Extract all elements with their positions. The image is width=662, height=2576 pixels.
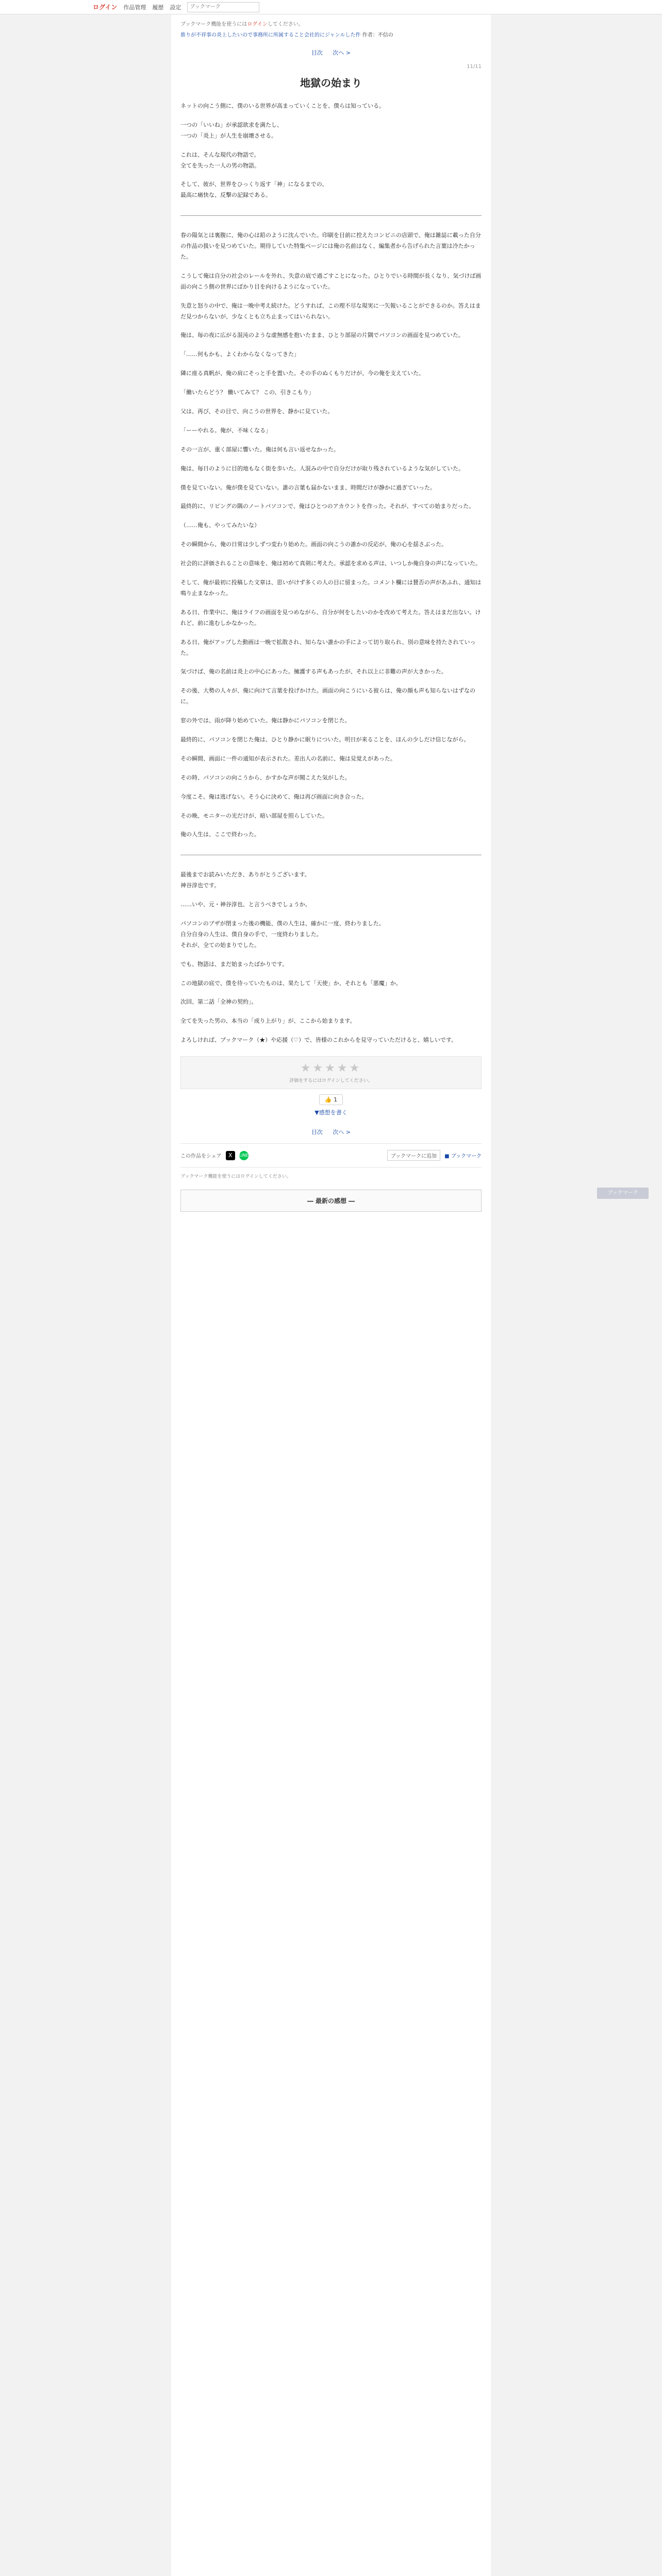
paragraph: 俺は、毎の夜に広がる混沌のような虚無感を抱いたまま、ひとり部屋の片隅でパソコンの画面を見つめていた。 <box>180 332 464 339</box>
bottom-index-link[interactable]: 目次 <box>311 1129 323 1136</box>
rating-stars[interactable]: ★★★★★ <box>300 1062 362 1075</box>
paragraph: 失意と怒りの中で、俺は一晩中考え続けた。どうすれば、この理不尽な現実に一矢報いることができるのか。答えはまだ見つからないが、少なくとも立ち止まってはいられない。 <box>180 302 481 320</box>
paragraph: ネットの向こう側に、僕のいる世界が高まっていくことを、僕らは知っている。 <box>180 103 385 109</box>
author-name[interactable]: 作者：不信の <box>362 32 393 38</box>
paragraph: （……俺も、やってみたいな） <box>180 522 260 529</box>
paragraph: 最後までお読みいただき、ありがとうございます。 神谷淳也です。 <box>180 871 310 889</box>
section-divider <box>180 215 482 216</box>
footer-login-notice: ブックマーク機能を使うにはログインしてください。 <box>180 1167 482 1184</box>
bottom-pager <box>180 1124 482 1143</box>
like-button[interactable]: 👍 1 <box>319 1094 343 1105</box>
share-bar <box>180 1143 482 1167</box>
afterword-section <box>180 870 482 1046</box>
like-area <box>180 1094 482 1116</box>
paragraph: その晩、モニターの光だけが、暗い部屋を照らしていた。 <box>180 812 328 819</box>
series-title-link[interactable]: 推りが不祥事の炎上したいので事務所に所属すること会社的にジャンルした件 <box>180 32 361 38</box>
paragraph: 一つの「いいね」が承認欲求を満たし、 一つの「炎上」が人生を崩壊させる。 <box>180 121 283 139</box>
paragraph: これは、そんな現代の物語で。 全てを失った一人の男の物語。 <box>180 151 260 169</box>
next-link[interactable]: 次へ > <box>333 49 351 56</box>
x-share-icon[interactable]: X <box>226 1151 235 1160</box>
add-bookmark-button[interactable]: ブックマークに追加 <box>387 1150 440 1161</box>
latest-reviews-header: ― 最新の感想 ― <box>180 1190 482 1212</box>
paragraph: その後、大勢の人々が、俺に向けて言葉を投げかけた。画面の向こうにいる彼らは、俺の顔も声も知らないはずなのに。 <box>180 687 475 705</box>
rating-box <box>180 1056 482 1089</box>
side-bookmark-button[interactable]: ブックマーク <box>597 1188 649 1199</box>
paragraph: この地獄の底で、僕を待っていたものは、果たして「天使」か、それとも「悪魔」か。 <box>180 979 402 987</box>
paragraph: ある日、俺がアップした動画は一晩で拡散され、知らない誰かの手によって切り取られ、別の意味を持たされていった。 <box>180 638 476 656</box>
end-section <box>180 686 482 840</box>
top-pager <box>180 44 482 64</box>
paragraph: 「働いたらどう？ 働いてみて？ この、引きこもり」 <box>180 389 315 396</box>
main-section <box>180 230 482 455</box>
paragraph: ……いや、元・神谷淳也、と言うべきでしょうか。 <box>180 901 311 908</box>
bottom-next-link[interactable]: 次へ > <box>333 1129 351 1136</box>
paragraph: よろしければ、ブックマーク（★）や応援（♡）で、皆様のこれからを見守っていただけると、嬉しいです。 <box>180 1037 457 1044</box>
write-review-link[interactable]: ▼感想を書く <box>315 1109 347 1116</box>
chapter-body <box>180 101 482 1046</box>
paragraph: 最終的に、リビングの隅のノートパソコンで、俺はひとつのアカウントを作った。それが、すべての始まりだった。 <box>180 503 475 510</box>
paragraph: 窓の外では、雨が降り始めていた。俺は静かにパソコンを閉じた。 <box>180 717 351 724</box>
paragraph: その一言が、重く部屋に響いた。俺は何も言い返せなかった。 <box>180 446 339 453</box>
lower-section <box>180 464 482 678</box>
paragraph: 父は、再び、その目で、向こうの世界を、静かに見ていた。 <box>180 408 334 415</box>
paragraph: そして、俺が最初に投稿した文章は、思いがけず多くの人の目に留まった。コメント欄には賛否の声があふれ、通知は鳴り止まなかった。 <box>180 579 482 597</box>
bookmark-link[interactable]: ■ ブックマーク <box>444 1154 482 1160</box>
nav-item-history[interactable]: 履歴 <box>152 4 164 11</box>
chapter-title: 地獄の始まり <box>300 77 362 89</box>
page-number: 11/11 <box>467 64 482 70</box>
index-link[interactable]: 目次 <box>311 49 323 56</box>
paragraph: 次回、第二話「全神の契約」。 <box>180 998 257 1006</box>
paragraph: 俺の人生は、ここで終わった。 <box>180 831 260 838</box>
login-link[interactable]: ログイン <box>93 4 118 11</box>
paragraph: その瞬間から、俺の日常は少しずつ変わり始めた。画面の向こうの誰かの反応が、俺の心を揺さぶった。 <box>180 541 447 548</box>
notice-login-link[interactable]: ログイン <box>247 22 268 27</box>
line-share-icon[interactable]: LINE <box>239 1151 249 1160</box>
paragraph: 今度こそ、俺は逃げない。そう心に決めて、俺は再び画面に向き合った。 <box>180 793 368 800</box>
paragraph: 全てを失った男の、本当の「成り上がり」が、ここから始まります。 <box>180 1018 356 1025</box>
paragraph: こうして俺は自分の社会のレールを外れ、失意の底で過ごすことになった。ひとりでいる時間が長くなり、気づけば画面の向こう側の世界にばかり目を向けるようになっていた。 <box>180 272 482 290</box>
paragraph: 気づけば、俺の名前は炎上の中心にあった。擁護する声もあったが、それ以上に非難の声が大きかった。 <box>180 668 447 675</box>
novel-page <box>171 14 491 2576</box>
bookmark-search-input[interactable] <box>187 2 259 12</box>
prologue-section <box>180 101 482 201</box>
paragraph: 「ーーやれる。俺が、不味くなる」 <box>180 427 271 434</box>
paragraph: 僕を見ていない。俺が僕を見ていない。誰の言葉も届かないまま、時間だけが静かに過ぎていった。 <box>180 484 436 491</box>
series-info <box>180 30 482 44</box>
rating-note: 評価をするにはログインしてください。 <box>289 1078 373 1084</box>
paragraph: その瞬間、画面に一件の通知が表示された。差出人の名前に、俺は見覚えがあった。 <box>180 755 396 762</box>
paragraph: 隣に座る真帆が、俺の肩にそっと手を置いた。その手のぬくもりだけが、今の俺を支えていた。 <box>180 370 424 377</box>
paragraph: パソコンのブザが閉まった後の機能、僕の人生は、確かに一度、終わりました。 自分自身の人生は、僕自身の手で、一度終わりました。 それが、全ての始まりでした。 <box>180 920 385 948</box>
paragraph: 「……何もかも、よくわからなくなってきた」 <box>180 351 300 358</box>
paragraph: その時、パソコンの向こうから、かすかな声が聞こえた気がした。 <box>180 774 351 781</box>
nav-item-works[interactable]: 作品管理 <box>123 4 146 11</box>
paragraph: でも、物語は、まだ始まったばかりです。 <box>180 960 288 968</box>
share-label: この作品をシェア <box>180 1154 222 1160</box>
login-notice: ブックマーク機能を使うにはログインしてください。 <box>180 22 304 27</box>
nav-item-settings[interactable]: 設定 <box>170 4 181 11</box>
top-navigation-bar <box>0 0 662 14</box>
paragraph: 俺は、毎日のように目的地もなく街を歩いた。人混みの中で自分だけが取り残されているような気がしていた。 <box>180 465 464 472</box>
paragraph: 最終的に、パソコンを閉じた俺は、ひとり静かに眠りについた。明日が来ることを、ほんの少しだけ信じながら。 <box>180 736 470 743</box>
paragraph: 春の陽気とは裏腹に、俺の心は鉛のように沈んでいた。印刷を目前に控えたコンビニの店頭で、俺は雑誌に載った自分の作品の扱いを見つめていた。期待していた特集ページには俺の名前はなく、編集者から告げられた言葉は冷たかった。 <box>180 232 481 261</box>
paragraph: そして、彼が、世界をひっくり返す「神」になるまでの、 最高に痛快な、反撃の記録である。 <box>180 181 328 199</box>
paragraph: ある日、作業中に、俺はライフの画面を見つめながら、自分が何をしたいのかを改めて考えた。答えはまだ出ない。けれど、前に進むしかなかった。 <box>180 608 481 626</box>
paragraph: 社会的に評価されることの意味を、俺は初めて真剣に考えた。承認を求める声は、いつしか俺自身の声になっていた。 <box>180 560 481 567</box>
